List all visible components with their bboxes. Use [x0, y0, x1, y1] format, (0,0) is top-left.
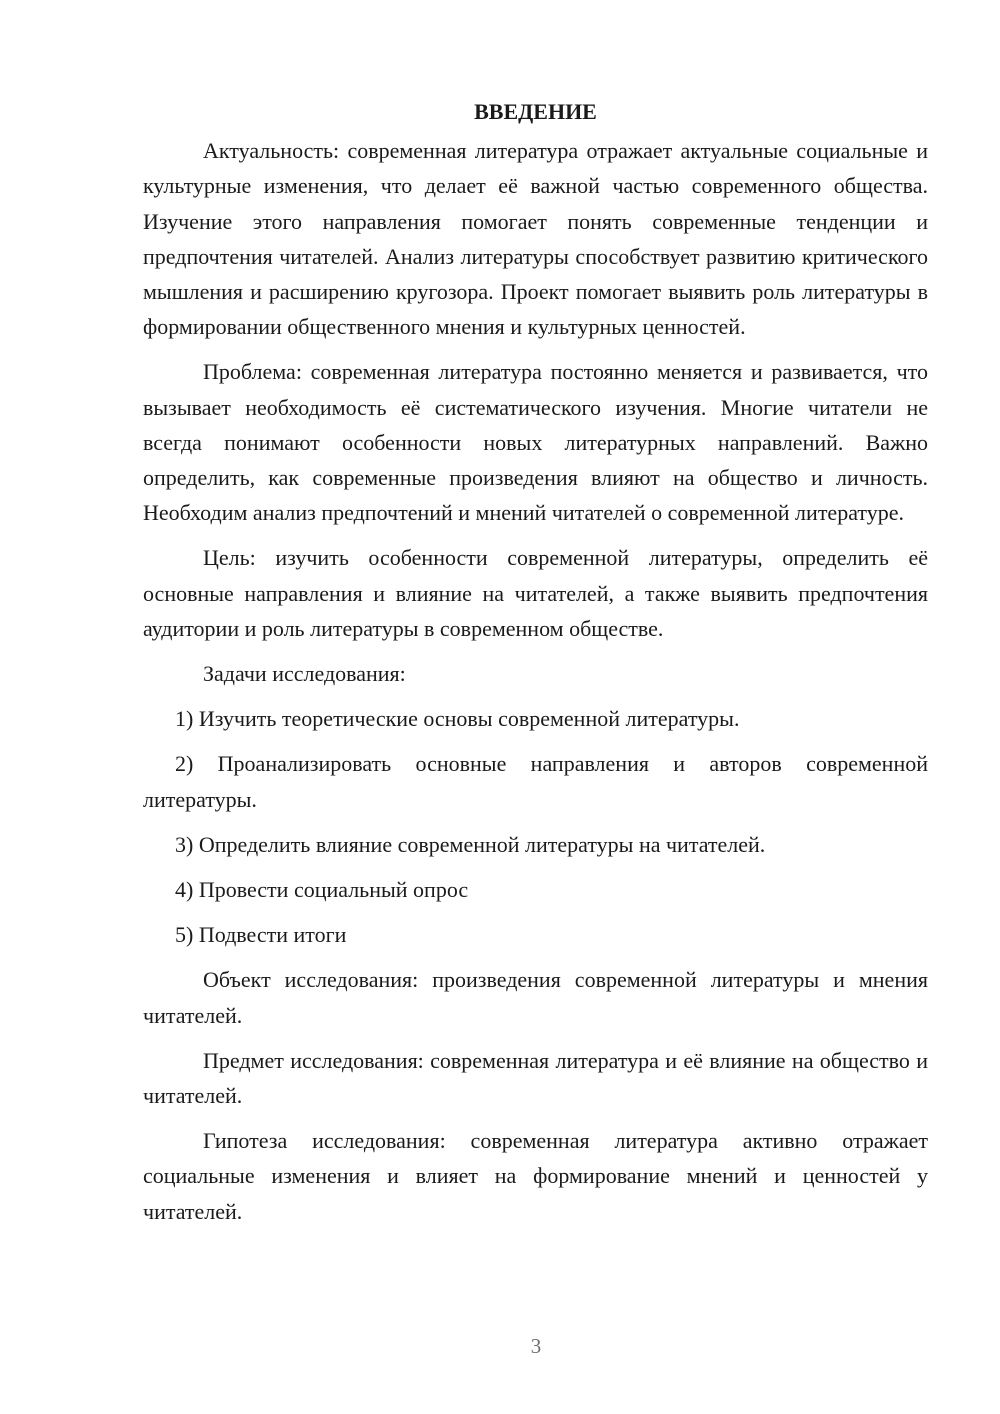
- task-item-3: 3) Определить влияние современной литературы на читателей.: [175, 831, 766, 857]
- page-number: 3: [530, 1334, 542, 1358]
- object-paragraph: Объект исследования: произведения современной литературы и мнения читателей.: [143, 967, 928, 1028]
- page-title: ВВЕДЕНИЕ: [474, 99, 597, 124]
- task-item-4: 4) Провести социальный опрос: [175, 877, 469, 903]
- tasks-heading: Задачи исследования:: [203, 661, 406, 687]
- task-item-5: 5) Подвести итоги: [175, 922, 347, 948]
- task-item-2: 2) Проанализировать основные направления и авторов современной литературы.: [143, 751, 928, 812]
- relevance-paragraph: Актуальность: современная литература отражает актуальные социальные и культурные изменения, что делает её важной частью современного общества. Изучение этого направления помогает понять современные тенденции и предпочтения читателей. Анализ литературы способствует развитию критического мышления и расширению кругозора. Проект помогает выявить роль литературы в формировании общественного мнения и культурных ценностей.: [143, 138, 928, 340]
- problem-paragraph: Проблема: современная литература постоянно меняется и развивается, что вызывает необходимость её систематического изучения. Многие читатели не всегда понимают особенности новых литературных направлений. Важно определить, как современные произведения влияют на общество и личность. Необходим анализ предпочтений и мнений читателей о современной литературе.: [143, 359, 928, 526]
- goal-paragraph: Цель: изучить особенности современной литературы, определить её основные направления и влияние на читателей, а также выявить предпочтения аудитории и роль литературы в современном обществе.: [143, 545, 928, 641]
- task-item-1: 1) Изучить теоретические основы современной литературы.: [175, 706, 740, 732]
- page-content: [143, 94, 928, 1239]
- hypothesis-paragraph: Гипотеза исследования: современная литература активно отражает социальные изменения и влияет на формирование мнений и ценностей у читателей.: [143, 1128, 928, 1224]
- subject-paragraph: Предмет исследования: современная литература и её влияние на общество и читателей.: [143, 1047, 928, 1109]
